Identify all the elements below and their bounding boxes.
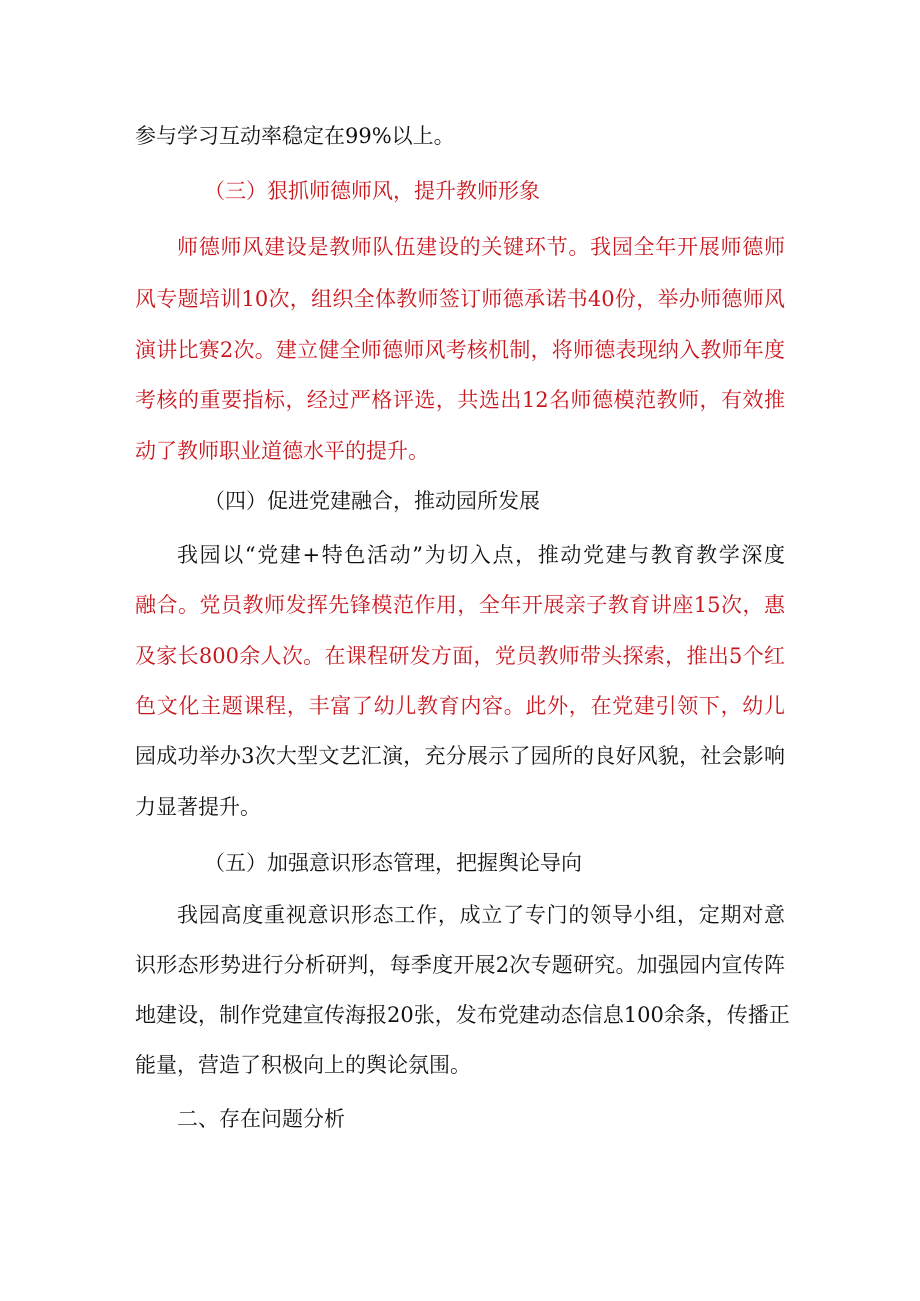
paragraph-line: 力显著提升。 <box>135 795 261 819</box>
paragraph-line: 动了教师职业道德水平的提升。 <box>135 439 429 463</box>
paragraph-line: 演讲比赛2次。建立健全师德师风考核机制，将师德表现纳入教师年度 <box>135 338 785 362</box>
paragraph-line: 及家长800余人次。在课程研发方面，党员教师带头探索，推出5个红 <box>135 644 785 668</box>
paragraph-line: 我园高度重视意识形态工作，成立了专门的领导小组，定期对意 <box>177 903 785 927</box>
paragraph-line: 能量，营造了积极向上的舆论氛围。 <box>135 1053 471 1077</box>
paragraph-line: 参与学习互动率稳定在99%以上。 <box>135 124 455 148</box>
paragraph-line: 融合。党员教师发挥先锋模范作用，全年开展亲子教育讲座15次，惠 <box>135 593 785 617</box>
paragraph-line: 识形态形势进行分析研判，每季度开展2次专题研究。加强园内宣传阵 <box>135 953 785 977</box>
paragraph-line: 风专题培训10次，组织全体教师签订师德承诺书40份，举办师德师风 <box>135 287 785 311</box>
paragraph-line: 地建设，制作党建宣传海报20张，发布党建动态信息100余条，传播正 <box>135 1003 790 1027</box>
section-heading-3: （三）狠抓师德师风，提升教师形象 <box>204 179 540 203</box>
paragraph-line: 色文化主题课程，丰富了幼儿教育内容。此外，在党建引领下，幼儿 <box>135 694 785 718</box>
section-heading-5: （五）加强意识形态管理，把握舆论导向 <box>204 851 582 875</box>
section-heading-2: 二、存在问题分析 <box>177 1107 345 1131</box>
paragraph-line: 园成功举办3次大型文艺汇演，充分展示了园所的良好风貌，社会影响 <box>135 744 785 768</box>
paragraph-line: 我园以“党建+特色活动”为切入点，推动党建与教育教学深度 <box>177 543 785 567</box>
paragraph-line: 师德师风建设是教师队伍建设的关键环节。我园全年开展师德师 <box>177 235 785 259</box>
paragraph-line: 考核的重要指标，经过严格评选，共选出12名师德模范教师，有效推 <box>135 388 785 412</box>
section-heading-4: （四）促进党建融合，推动园所发展 <box>204 489 540 513</box>
